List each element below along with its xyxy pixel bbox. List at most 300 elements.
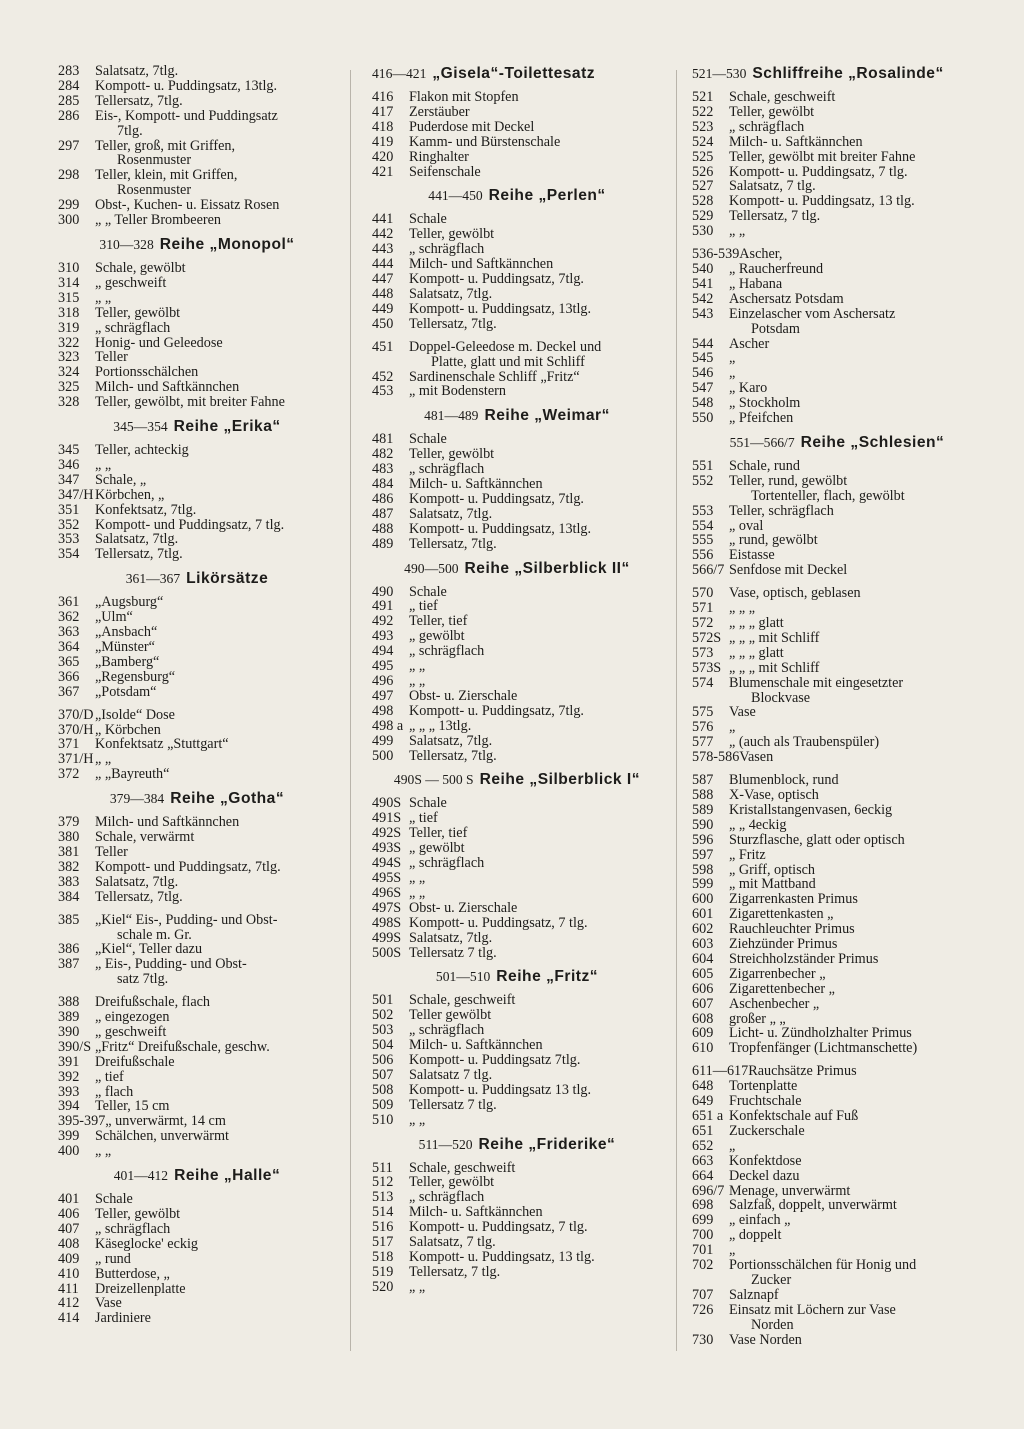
- item-description: „ flach: [95, 1083, 134, 1100]
- item-description: Kompott- u. Puddingsatz, 13 tlg.: [409, 1249, 595, 1265]
- catalog-entry: [58, 198, 336, 213]
- item-number: 587: [692, 772, 714, 789]
- catalog-entry: [58, 708, 336, 723]
- catalog-entry: [372, 689, 662, 704]
- item-number: 371: [58, 736, 80, 753]
- item-number: 361: [58, 594, 80, 611]
- series-heading: [692, 66, 982, 82]
- item-number: 523: [692, 118, 714, 135]
- catalog-entry: [372, 826, 662, 841]
- item-number: 286: [58, 107, 80, 124]
- catalog-entry: [372, 734, 662, 749]
- item-description: „ Raucherfreund: [729, 260, 824, 277]
- series-number-range: 401—412: [113, 1168, 169, 1184]
- item-description: „Augsburg“: [95, 594, 164, 611]
- item-description: Tellersatz, 7tlg.: [409, 535, 497, 552]
- item-description: Teller, achteckig: [95, 442, 189, 459]
- item-number: 300: [58, 212, 80, 229]
- item-description: „ „: [409, 869, 426, 886]
- catalog-section: [372, 408, 662, 551]
- catalog-entry: [58, 995, 336, 1010]
- catalog-entry: [692, 366, 982, 381]
- item-description: Schale: [409, 583, 447, 600]
- item-number: 702: [692, 1257, 714, 1274]
- series-heading: [58, 1168, 336, 1184]
- catalog-entry: [58, 737, 336, 752]
- item-description: Platte, glatt und mit Schliff: [431, 353, 585, 370]
- series-number-range: 441—450: [428, 188, 483, 204]
- column-3: [692, 64, 982, 1348]
- item-description: Ziehzünder Primus: [729, 936, 838, 953]
- item-number: 607: [692, 995, 714, 1012]
- catalog-entry: [692, 165, 982, 180]
- item-description: „Potsdam“: [95, 683, 157, 700]
- catalog-entry: [372, 614, 662, 629]
- item-number: 524: [692, 133, 714, 150]
- catalog-section: [58, 1168, 336, 1326]
- catalog-entry: [372, 1083, 662, 1098]
- catalog-entry: [692, 337, 982, 352]
- item-number: 518: [372, 1249, 394, 1265]
- item-description: Konfektschale auf Fuß: [729, 1108, 859, 1124]
- catalog-entry: [372, 432, 662, 447]
- item-number: 488: [372, 520, 394, 537]
- catalog-entry: [692, 179, 982, 194]
- item-number: 701: [692, 1242, 714, 1259]
- catalog-entry: [692, 135, 982, 150]
- item-number: 491S: [372, 810, 402, 827]
- item-description: „ schrägflach: [409, 461, 485, 478]
- item-description: Kompott- u. Puddingsatz 13 tlg.: [409, 1081, 592, 1098]
- item-number: 481: [372, 431, 394, 448]
- item-description: „Ulm“: [95, 609, 133, 626]
- item-description: Vase Norden: [729, 1331, 802, 1348]
- catalog-entry: [372, 856, 662, 871]
- item-number: 499S: [372, 929, 402, 946]
- item-description: Tortenplatte: [729, 1078, 798, 1095]
- item-description: „Fritz“ Dreifußschale, geschw.: [95, 1038, 270, 1055]
- series-heading: [372, 408, 662, 424]
- item-description: „Kiel“, Teller dazu: [95, 941, 203, 958]
- item-description: Teller, gewölbt: [95, 304, 181, 321]
- item-description: Kompott- u. Puddingsatz, 13 tlg.: [729, 193, 915, 210]
- entry-continuation: [58, 183, 336, 198]
- series-number-range: 481—489: [424, 408, 479, 424]
- item-number: 490: [372, 583, 394, 600]
- catalog-entry: [372, 796, 662, 811]
- item-number: 367: [58, 683, 80, 700]
- entry-continuation: [58, 124, 336, 139]
- catalog-entry: [372, 901, 662, 916]
- item-number: 651: [692, 1122, 714, 1139]
- item-number: 490S: [372, 795, 402, 812]
- item-description: Rauchsätze Primus: [748, 1063, 857, 1080]
- item-number: 599: [692, 876, 714, 893]
- entry-continuation: [58, 928, 336, 943]
- item-description: „ gewölbt: [409, 628, 465, 645]
- item-number: 500: [372, 747, 394, 764]
- item-number: 441: [372, 211, 394, 228]
- item-description: „ tief: [409, 598, 438, 615]
- entry-continuation: [58, 972, 336, 987]
- item-description: Tellersatz 7 tlg.: [409, 944, 497, 961]
- item-number: 574: [692, 674, 714, 691]
- item-number: 417: [372, 103, 394, 120]
- catalog-entry: [372, 522, 662, 537]
- catalog-entry: [372, 462, 662, 477]
- entry-continuation: [692, 322, 982, 337]
- item-number: 696/7: [692, 1182, 725, 1199]
- catalog-entry: [58, 1207, 336, 1222]
- item-description: Kompott- u. Puddingsatz, 13tlg.: [95, 77, 278, 94]
- catalog-entry: [372, 916, 662, 931]
- catalog-entry: [58, 913, 336, 928]
- catalog-entry: [372, 886, 662, 901]
- catalog-entry: [692, 773, 982, 788]
- item-description: Konfektsatz „Stuttgart“: [95, 736, 229, 753]
- entry-continuation: [692, 691, 982, 706]
- item-number: 526: [692, 163, 714, 180]
- catalog-entry: [372, 1113, 662, 1128]
- catalog-entry: [372, 302, 662, 317]
- catalog-entry: [58, 1144, 336, 1159]
- item-description: Honig- und Geleedose: [95, 334, 223, 351]
- item-number: 726: [692, 1301, 714, 1318]
- catalog-entry: [58, 488, 336, 503]
- catalog-entry: [372, 1220, 662, 1235]
- item-number: 492: [372, 613, 394, 630]
- item-number: 528: [692, 193, 714, 210]
- item-description: „Kiel“ Eis-, Pudding- und Obst-: [95, 911, 278, 928]
- catalog-entry: [372, 447, 662, 462]
- item-description: Obst-, Kuchen- u. Eissatz Rosen: [95, 197, 280, 214]
- item-number: 501: [372, 992, 394, 1009]
- series-number-range: 345—354: [113, 419, 168, 435]
- item-number: 699: [692, 1212, 714, 1229]
- series-title: Reihe „Friderike“: [478, 1135, 616, 1153]
- catalog-entry: [692, 735, 982, 750]
- catalog-section: [692, 66, 982, 426]
- catalog-section: [372, 561, 662, 764]
- item-description: Salatsatz, 7tlg.: [95, 873, 179, 890]
- item-description: Rosenmuster: [117, 182, 192, 199]
- item-number: 496S: [372, 884, 402, 901]
- catalog-entry: [692, 848, 982, 863]
- catalog-entry: [372, 507, 662, 522]
- catalog-entry: [372, 370, 662, 385]
- catalog-entry: [692, 1012, 982, 1027]
- catalog-entry: [58, 518, 336, 533]
- catalog-entry: [58, 336, 336, 351]
- item-description: Salatsatz, 7tlg.: [409, 929, 493, 946]
- item-number: 379: [58, 814, 80, 831]
- item-number: 544: [692, 335, 714, 352]
- item-description: „ tief: [95, 1068, 124, 1085]
- item-description: „ „ Teller Brombeeren: [95, 212, 221, 229]
- item-description: Blockvase: [751, 689, 811, 706]
- item-description: „: [729, 1242, 736, 1259]
- item-description: Teller, groß, mit Griffen,: [95, 137, 236, 154]
- catalog-entry: [372, 227, 662, 242]
- item-description: „ „: [95, 751, 112, 768]
- catalog-entry: [692, 411, 982, 426]
- item-description: satz 7tlg.: [117, 971, 169, 988]
- item-description: Kompott- u. Puddingsatz, 7 tlg.: [409, 914, 588, 931]
- item-description: Rosenmuster: [117, 152, 192, 169]
- catalog-entry: [372, 477, 662, 492]
- item-number: 493S: [372, 840, 402, 857]
- item-number: 492S: [372, 825, 402, 842]
- item-number: 362: [58, 609, 80, 626]
- catalog-entry: [58, 1252, 336, 1267]
- catalog-entry: [372, 1265, 662, 1280]
- item-number: 482: [372, 446, 394, 463]
- item-number: 649: [692, 1093, 714, 1110]
- item-number: 390/S: [58, 1038, 92, 1055]
- item-number: 495S: [372, 869, 402, 886]
- item-number: 648: [692, 1078, 714, 1095]
- catalog-entry: [58, 213, 336, 228]
- item-description: Kompott- und Puddingsatz, 7 tlg.: [95, 516, 285, 533]
- item-description: Tropfenfänger (Lichtmanschette): [729, 1040, 918, 1057]
- catalog-entry: [58, 1311, 336, 1326]
- item-description: Zigarrenbecher „: [729, 965, 826, 982]
- item-description: „Münster“: [95, 639, 155, 655]
- item-description: „ einfach „: [729, 1212, 791, 1229]
- item-description: Obst- u. Zierschale: [409, 687, 518, 704]
- catalog-entry: [58, 1055, 336, 1070]
- item-description: Eistasse: [729, 547, 775, 564]
- item-description: Zuckerschale: [729, 1122, 805, 1139]
- catalog-entry: [372, 1190, 662, 1205]
- catalog-entry: [692, 586, 982, 601]
- item-number: 414: [58, 1310, 80, 1327]
- catalog-entry: [58, 845, 336, 860]
- series-title: Reihe „Schlesien“: [800, 433, 945, 451]
- catalog-entry: [58, 942, 336, 957]
- catalog-entry: [692, 381, 982, 396]
- item-number: 571: [692, 600, 714, 617]
- item-number: 453: [372, 383, 394, 400]
- item-description: „Ansbach“: [95, 624, 158, 641]
- item-number: 500S: [372, 944, 402, 961]
- item-description: Salatsatz, 7tlg.: [95, 63, 179, 79]
- item-description: Zerstäuber: [409, 103, 470, 120]
- item-description: „ „ „ glatt: [729, 615, 784, 631]
- catalog-entry: [58, 79, 336, 94]
- item-description: „Regensburg“: [95, 668, 176, 685]
- item-number: 406: [58, 1206, 80, 1222]
- catalog-entry: [372, 719, 662, 734]
- item-number: 512: [372, 1174, 394, 1191]
- catalog-entry: [692, 818, 982, 833]
- catalog-entry: [692, 661, 982, 676]
- item-number: 555: [692, 532, 714, 549]
- item-number: 529: [692, 208, 714, 225]
- item-description: Portionsschälchen für Honig und: [729, 1257, 917, 1274]
- item-number: 541: [692, 275, 714, 292]
- catalog-entry: [58, 1040, 336, 1055]
- item-number: 323: [58, 349, 80, 366]
- item-description: „ oval: [729, 517, 764, 534]
- item-number: 498: [372, 702, 394, 719]
- series-title: Reihe „Weimar“: [484, 407, 610, 425]
- item-number: 597: [692, 846, 714, 863]
- item-number: 416: [372, 89, 394, 105]
- item-number: 576: [692, 719, 714, 736]
- series-number-range: 361—367: [125, 571, 181, 587]
- item-number: 514: [372, 1204, 394, 1221]
- catalog-entry: [58, 64, 336, 79]
- catalog-section: [58, 419, 336, 562]
- item-description: Tellersatz, 7tlg.: [95, 888, 183, 905]
- item-description: „ „: [409, 884, 426, 901]
- item-description: „ schrägflach: [729, 118, 805, 135]
- item-description: „ „: [729, 223, 746, 240]
- item-description: „ „ 4eckig: [729, 816, 787, 833]
- item-description: „ „: [95, 289, 112, 306]
- catalog-entry: [58, 595, 336, 610]
- item-description: „ „: [409, 1278, 426, 1295]
- item-description: Schale, verwärmt: [95, 829, 195, 846]
- item-number: 520: [372, 1278, 394, 1295]
- series-number-range: 490—500: [404, 560, 459, 576]
- catalog-entry: [692, 803, 982, 818]
- item-description: „ mit Mattband: [729, 876, 816, 893]
- catalog-entry: [372, 287, 662, 302]
- catalog-entry: [372, 257, 662, 272]
- item-number: 387: [58, 956, 80, 973]
- item-number: 364: [58, 639, 80, 655]
- catalog-entry: [372, 871, 662, 886]
- catalog-entry: [372, 659, 662, 674]
- catalog-entry: [692, 952, 982, 967]
- catalog-entry: [692, 1258, 982, 1273]
- item-description: Teller, gewölbt: [729, 103, 815, 120]
- item-description: Senfdose mit Deckel: [729, 562, 848, 579]
- series-number-range: 511—520: [418, 1136, 473, 1152]
- series-heading: [372, 969, 662, 985]
- item-description: Sturzflasche, glatt oder optisch: [729, 831, 905, 848]
- item-description: X-Vase, optisch: [729, 786, 819, 803]
- item-number: 449: [372, 300, 394, 317]
- item-number: 577: [692, 734, 714, 751]
- item-description: Aschenbecher „: [729, 995, 820, 1012]
- item-description: „ „ „ 13tlg.: [409, 717, 472, 734]
- item-description: Konfektdose: [729, 1152, 802, 1169]
- item-description: Vase: [95, 1295, 122, 1312]
- item-description: Zucker: [751, 1271, 792, 1288]
- item-description: „ „: [95, 1143, 112, 1160]
- item-description: Körbchen, „: [95, 486, 165, 503]
- catalog-entry: [58, 473, 336, 488]
- catalog-entry: [692, 150, 982, 165]
- item-number: 386: [58, 941, 80, 958]
- item-number: 389: [58, 1009, 80, 1026]
- item-description: Teller, tief: [409, 613, 468, 630]
- series-title: Reihe „Silberblick I“: [479, 771, 641, 789]
- item-number: 351: [58, 501, 80, 518]
- series-title: „Gisela“-Toilettesatz: [432, 65, 596, 82]
- item-description: Salatsatz, 7 tlg.: [409, 1234, 496, 1251]
- item-number: 384: [58, 888, 80, 905]
- catalog-entry: [58, 655, 336, 670]
- item-description: Schälchen, unverwärmt: [95, 1128, 229, 1145]
- item-number: 366: [58, 668, 80, 685]
- catalog-entry: [58, 625, 336, 640]
- item-description: Aschersatz Potsdam: [729, 290, 844, 307]
- item-number: 509: [372, 1096, 394, 1113]
- column-1: [58, 64, 336, 1326]
- item-description: Schale, „: [95, 471, 147, 488]
- catalog-entry: [692, 224, 982, 239]
- item-number: 700: [692, 1227, 714, 1244]
- item-description: Butterdose, „: [95, 1265, 170, 1282]
- catalog-entry: [372, 1175, 662, 1190]
- item-number: 325: [58, 379, 80, 396]
- item-description: Schale, gewölbt: [95, 259, 186, 276]
- item-description: Tellersatz, 7tlg.: [95, 92, 183, 109]
- item-description: Teller, gewölbt: [409, 446, 495, 463]
- item-description: Flakon mit Stopfen: [409, 89, 519, 105]
- item-number: 345: [58, 442, 80, 459]
- catalog-entry: [692, 105, 982, 120]
- series-heading: [692, 435, 982, 451]
- item-number: 409: [58, 1250, 80, 1267]
- item-number: 299: [58, 197, 80, 214]
- series-number-range: 379—384: [109, 791, 165, 807]
- item-description: Teller, gewölbt: [95, 1206, 181, 1222]
- catalog-entry: [692, 1026, 982, 1041]
- item-description: Kompott- u. Puddingsatz, 13tlg.: [409, 300, 592, 317]
- catalog-entry: [58, 1025, 336, 1040]
- item-number: 393: [58, 1083, 80, 1100]
- item-number: 611—617: [692, 1063, 749, 1080]
- item-description: „ „ „ glatt: [729, 644, 784, 661]
- item-number: 522: [692, 103, 714, 120]
- item-number: 652: [692, 1137, 714, 1154]
- item-number: 494S: [372, 855, 402, 872]
- item-description: Kompott- u. Puddingsatz, 7 tlg.: [409, 1219, 588, 1236]
- catalog-entry: [372, 1280, 662, 1295]
- item-number: 493: [372, 628, 394, 645]
- item-number: 573: [692, 644, 714, 661]
- item-number: 575: [692, 704, 714, 721]
- catalog-entry: [692, 1333, 982, 1348]
- item-description: Teller, schrägflach: [729, 502, 834, 519]
- catalog-entry: [692, 1198, 982, 1213]
- catalog-entry: [58, 815, 336, 830]
- entry-continuation: [692, 1273, 982, 1288]
- catalog-entry: [58, 890, 336, 905]
- catalog-entry: [58, 1129, 336, 1144]
- catalog-entry: [372, 946, 662, 961]
- catalog-entry: [692, 277, 982, 292]
- series-heading: [58, 419, 336, 435]
- catalog-entry: [692, 292, 982, 307]
- item-description: Milch- u. Saftkännchen: [729, 133, 863, 150]
- item-description: Teller, gewölbt: [409, 1174, 495, 1191]
- item-number: 508: [372, 1081, 394, 1098]
- item-description: Schale: [95, 1191, 133, 1208]
- column-divider: [676, 70, 677, 1351]
- catalog-entry: [372, 492, 662, 507]
- catalog-entry: [692, 705, 982, 720]
- catalog-entry: [692, 1184, 982, 1199]
- item-description: Teller, gewölbt, mit breiter Fahne: [95, 394, 285, 411]
- item-number: 507: [372, 1066, 394, 1083]
- catalog-entry: [58, 395, 336, 410]
